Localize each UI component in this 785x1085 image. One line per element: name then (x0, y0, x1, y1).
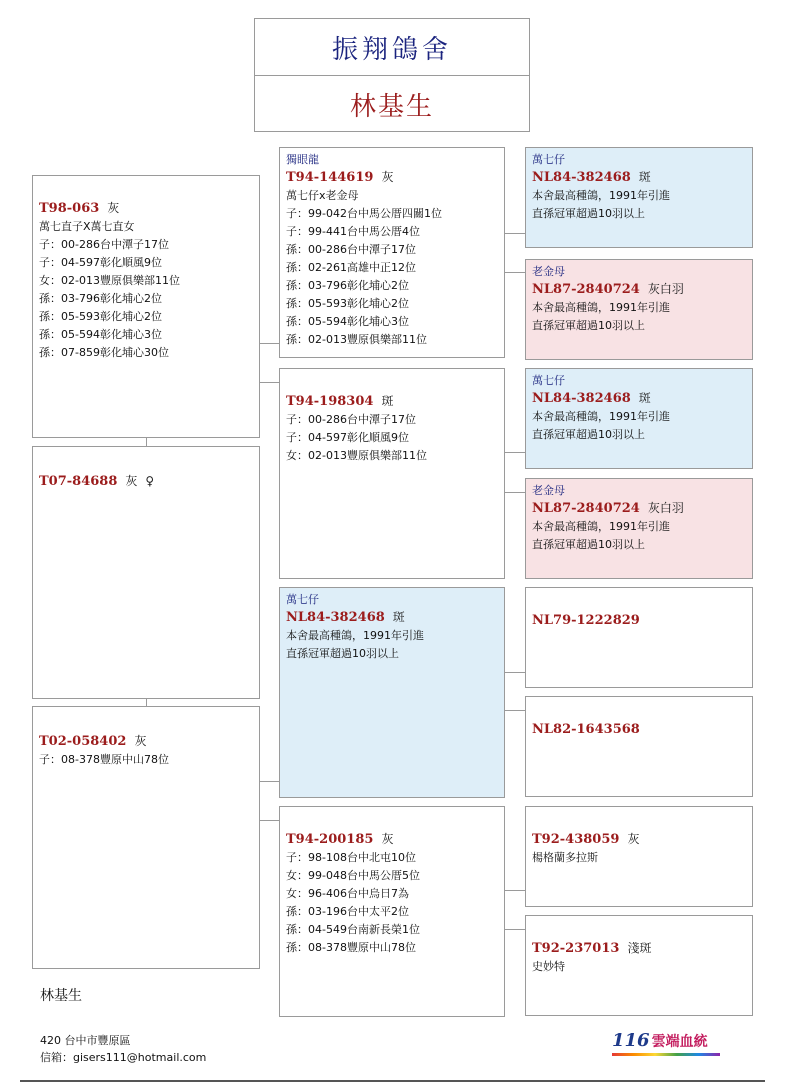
dam2-line: 孫：08-378豐原中山78位 (286, 941, 416, 954)
logo-underline (612, 1053, 720, 1056)
gp-line: 楊格蘭多拉斯 (532, 851, 598, 864)
gp-box (525, 696, 753, 797)
sire-color: 灰 (381, 170, 394, 184)
subject-line: 孫：03-796彰化埔心2位 (39, 292, 162, 305)
gp-line: 本舍最高種鴿，1991年引進 (532, 189, 670, 202)
gp-ring: NL84-382468 (532, 391, 631, 406)
title-box (254, 18, 530, 132)
sire2-box (279, 587, 505, 798)
footer-address: 420 台中市豐原區 (40, 1034, 131, 1047)
sire-line: 孫：05-593彰化埔心2位 (286, 297, 409, 310)
sire-line: 孫：02-013豐原俱樂部11位 (286, 333, 427, 346)
gp-line: 直孫冠軍超過10羽以上 (532, 428, 645, 441)
loft-name: 振翔鴿舍 (255, 19, 529, 76)
dam2-line: 女：96-406台中烏日7為 (286, 887, 409, 900)
connector (505, 672, 525, 673)
sire2-line: 直孫冠軍超過10羽以上 (286, 647, 399, 660)
gp-line: 直孫冠軍超過10羽以上 (532, 319, 645, 332)
footer-address-block (40, 1032, 206, 1066)
dam-box (279, 368, 505, 579)
subject-line: 萬七直子X萬七直女 (39, 220, 135, 233)
gp-box (525, 915, 753, 1016)
sire-line: 子：99-042台中馬公厝四關1位 (286, 207, 442, 220)
sibling2-color: 灰 (134, 734, 147, 748)
footer-email: 信箱：gisers111@hotmail.com (40, 1051, 207, 1064)
connector (505, 929, 525, 930)
dam2-box (279, 806, 505, 1017)
connector (505, 492, 525, 493)
dam2-color: 灰 (381, 832, 394, 846)
bottom-divider (20, 1080, 765, 1082)
dam2-line: 女：99-048台中馬公厝5位 (286, 869, 420, 882)
connector (260, 343, 279, 344)
dam-ring: T94-198304 (286, 394, 374, 409)
sire-line: 孫：03-796彰化埔心2位 (286, 279, 409, 292)
logo (612, 1030, 708, 1051)
gp-line: 本舍最高種鴿，1991年引進 (532, 301, 670, 314)
dam2-line: 孫：04-549台南新長榮1位 (286, 923, 420, 936)
gp-ring: NL79-1222829 (532, 613, 640, 628)
subject-line: 孫：05-593彰化埔心2位 (39, 310, 162, 323)
dam-line: 子：04-597彰化順風9位 (286, 431, 409, 444)
sibling1-ring: T07-84688 (39, 474, 118, 489)
gp-color: 灰白羽 (647, 282, 684, 296)
sire2-name: 萬七仔 (286, 593, 319, 606)
gp-color: 斑 (638, 391, 651, 405)
subject-line: 女：02-013豐原俱樂部11位 (39, 274, 180, 287)
sire-line: 孫：05-594彰化埔心3位 (286, 315, 409, 328)
connector (505, 890, 525, 891)
gp-name: 萬七仔 (532, 153, 565, 166)
gp-ring: NL82-1643568 (532, 722, 640, 737)
subject-color: 灰 (107, 201, 120, 215)
sibling1-box (32, 446, 260, 699)
footer-owner: 林基生 (40, 988, 82, 1004)
gp-box (525, 368, 753, 469)
sire-name: 獨眼龍 (286, 153, 319, 166)
gp-ring: NL87-2840724 (532, 501, 640, 516)
subject-line: 子：00-286台中潭子17位 (39, 238, 169, 251)
gp-box (525, 587, 753, 688)
gp-ring: T92-237013 (532, 941, 620, 956)
connector (146, 438, 147, 446)
gp-color: 淺斑 (627, 941, 652, 955)
gp-line: 史妙特 (532, 960, 565, 973)
gp-name: 老金母 (532, 484, 565, 497)
gp-ring: NL87-2840724 (532, 282, 640, 297)
connector (260, 820, 279, 821)
gp-name: 老金母 (532, 265, 565, 278)
sibling2-ring: T02-058402 (39, 734, 127, 749)
sibling1-sex: ♀ (145, 474, 155, 488)
sire-line: 孫：02-261高雄中正12位 (286, 261, 416, 274)
owner-name: 林基生 (349, 91, 434, 122)
gp-line: 直孫冠軍超過10羽以上 (532, 207, 645, 220)
dam-line: 子：00-286台中潭子17位 (286, 413, 416, 426)
connector (260, 382, 279, 383)
gp-name: 萬七仔 (532, 374, 565, 387)
sire-line: 萬七仔x老金母 (286, 189, 359, 202)
sire-line: 子：99-441台中馬公厝4位 (286, 225, 420, 238)
gp-ring: T92-438059 (532, 832, 620, 847)
connector (505, 710, 525, 711)
subject-box (32, 175, 260, 438)
sibling1-color: 灰 (125, 474, 138, 488)
sibling2-line: 子：08-378豐原中山78位 (39, 753, 169, 766)
dam2-ring: T94-200185 (286, 832, 374, 847)
subject-line: 孫：07-859彰化埔心30位 (39, 346, 169, 359)
dam-line: 女：02-013豐原俱樂部11位 (286, 449, 427, 462)
dam-color: 斑 (381, 394, 394, 408)
gp-box (525, 147, 753, 248)
dam2-line: 子：98-108台中北屯10位 (286, 851, 416, 864)
subject-line: 孫：05-594彰化埔心3位 (39, 328, 162, 341)
sibling2-box (32, 706, 260, 969)
connector (505, 452, 525, 453)
connector (260, 781, 279, 782)
connector (505, 272, 525, 273)
connector (146, 699, 147, 706)
logo-number: 116 (612, 1030, 650, 1051)
gp-color: 灰 (627, 832, 640, 846)
gp-line: 本舍最高種鴿，1991年引進 (532, 520, 670, 533)
sire-line: 孫：00-286台中潭子17位 (286, 243, 416, 256)
connector (505, 233, 525, 234)
sire-box (279, 147, 505, 358)
gp-line: 直孫冠軍超過10羽以上 (532, 538, 645, 551)
logo-text: 雲端血統 (651, 1034, 708, 1050)
subject-ring: T98-063 (39, 201, 100, 216)
sire2-ring: NL84-382468 (286, 610, 385, 625)
sire-ring: T94-144619 (286, 170, 374, 185)
gp-color: 斑 (638, 170, 651, 184)
dam2-line: 孫：03-196台中太平2位 (286, 905, 409, 918)
subject-line: 子：04-597彰化順風9位 (39, 256, 162, 269)
sire2-line: 本舍最高種鴿，1991年引進 (286, 629, 424, 642)
gp-box (525, 478, 753, 579)
gp-color: 灰白羽 (647, 501, 684, 515)
gp-box (525, 806, 753, 907)
gp-ring: NL84-382468 (532, 170, 631, 185)
gp-box (525, 259, 753, 360)
sire2-color: 斑 (392, 610, 405, 624)
gp-line: 本舍最高種鴿，1991年引進 (532, 410, 670, 423)
